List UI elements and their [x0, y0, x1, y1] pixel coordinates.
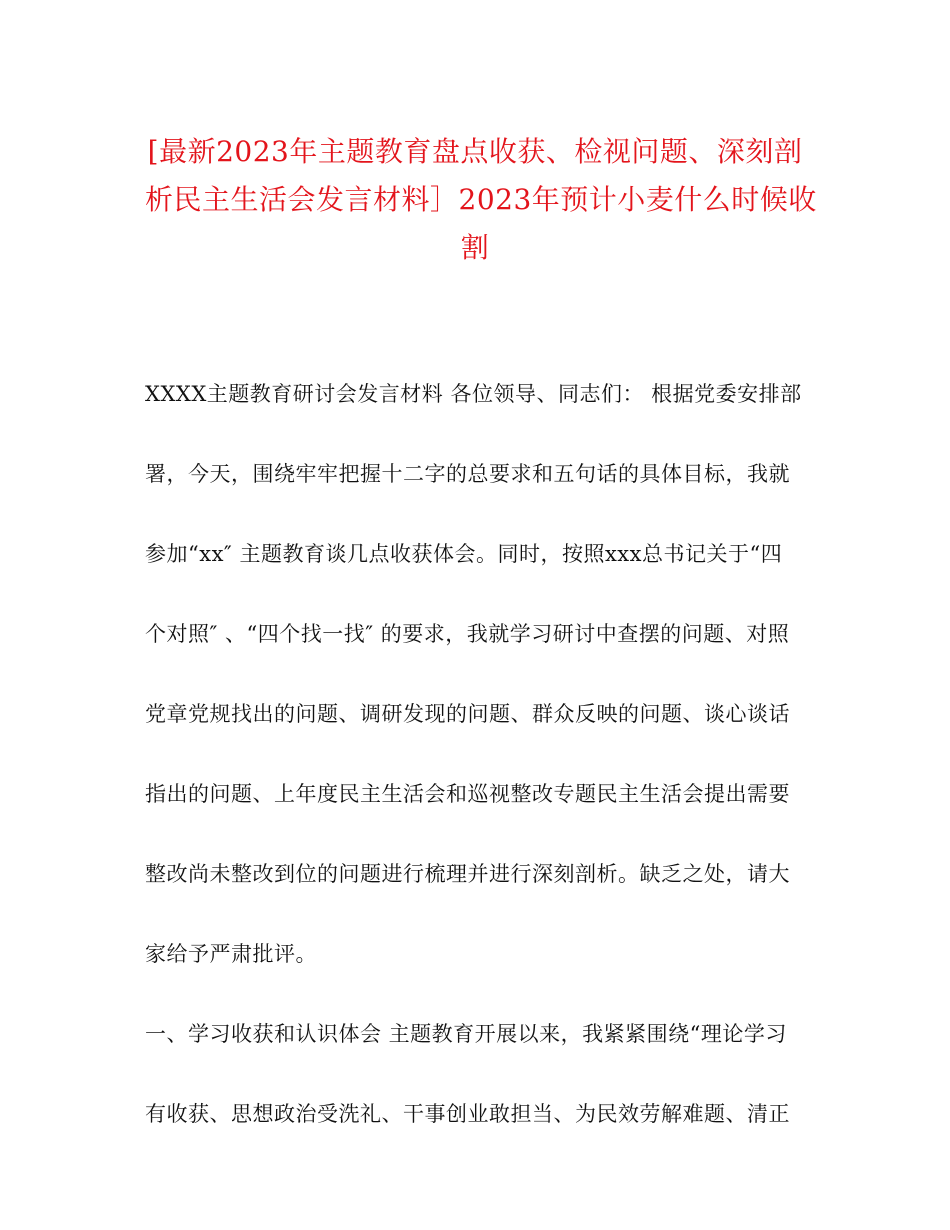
body-line: 参加“xx″ 主题教育谈几点收获体会。同时，按照xxx总书记关于“四 — [145, 542, 783, 566]
body-line: 党章党规找出的问题、调研发现的问题、群众反映的问题、谈心谈话 — [145, 702, 790, 726]
body-line: 有收获、思想政治受洗礼、干事创业敢担当、为民效劳解难题、清正 — [145, 1102, 790, 1126]
body-line: 整改尚未整改到位的问题进行梳理并进行深刻剖析。缺乏之处，请大 — [145, 862, 790, 886]
title-line: [最新2023年主题教育盘点收获、检视问题、深刻剖 — [147, 135, 803, 168]
body-line: 家给予严肃批评。 — [145, 942, 317, 966]
body-line: 署，今天，围绕牢牢把握十二字的总要求和五句话的具体目标，我就 — [145, 462, 790, 486]
body-line: XXXX主题教育研讨会发言材料 各位领导、同志们： 根据党委安排部 — [145, 382, 802, 406]
title-line: 割 — [460, 231, 490, 264]
document-title — [145, 128, 817, 272]
body-line: 指出的问题、上年度民主生活会和巡视整改专题民主生活会提出需要 — [145, 782, 790, 806]
body-line: 一、学习收获和认识体会 主题教育开展以来，我紧紧围绕“理论学习 — [145, 1022, 787, 1046]
body-line: 个对照″ 、“四个找一找″ 的要求，我就学习研讨中查摆的问题、对照 — [145, 622, 790, 646]
title-line: 析民主生活会发言材料］2023年预计小麦什么时候收 — [145, 183, 817, 216]
